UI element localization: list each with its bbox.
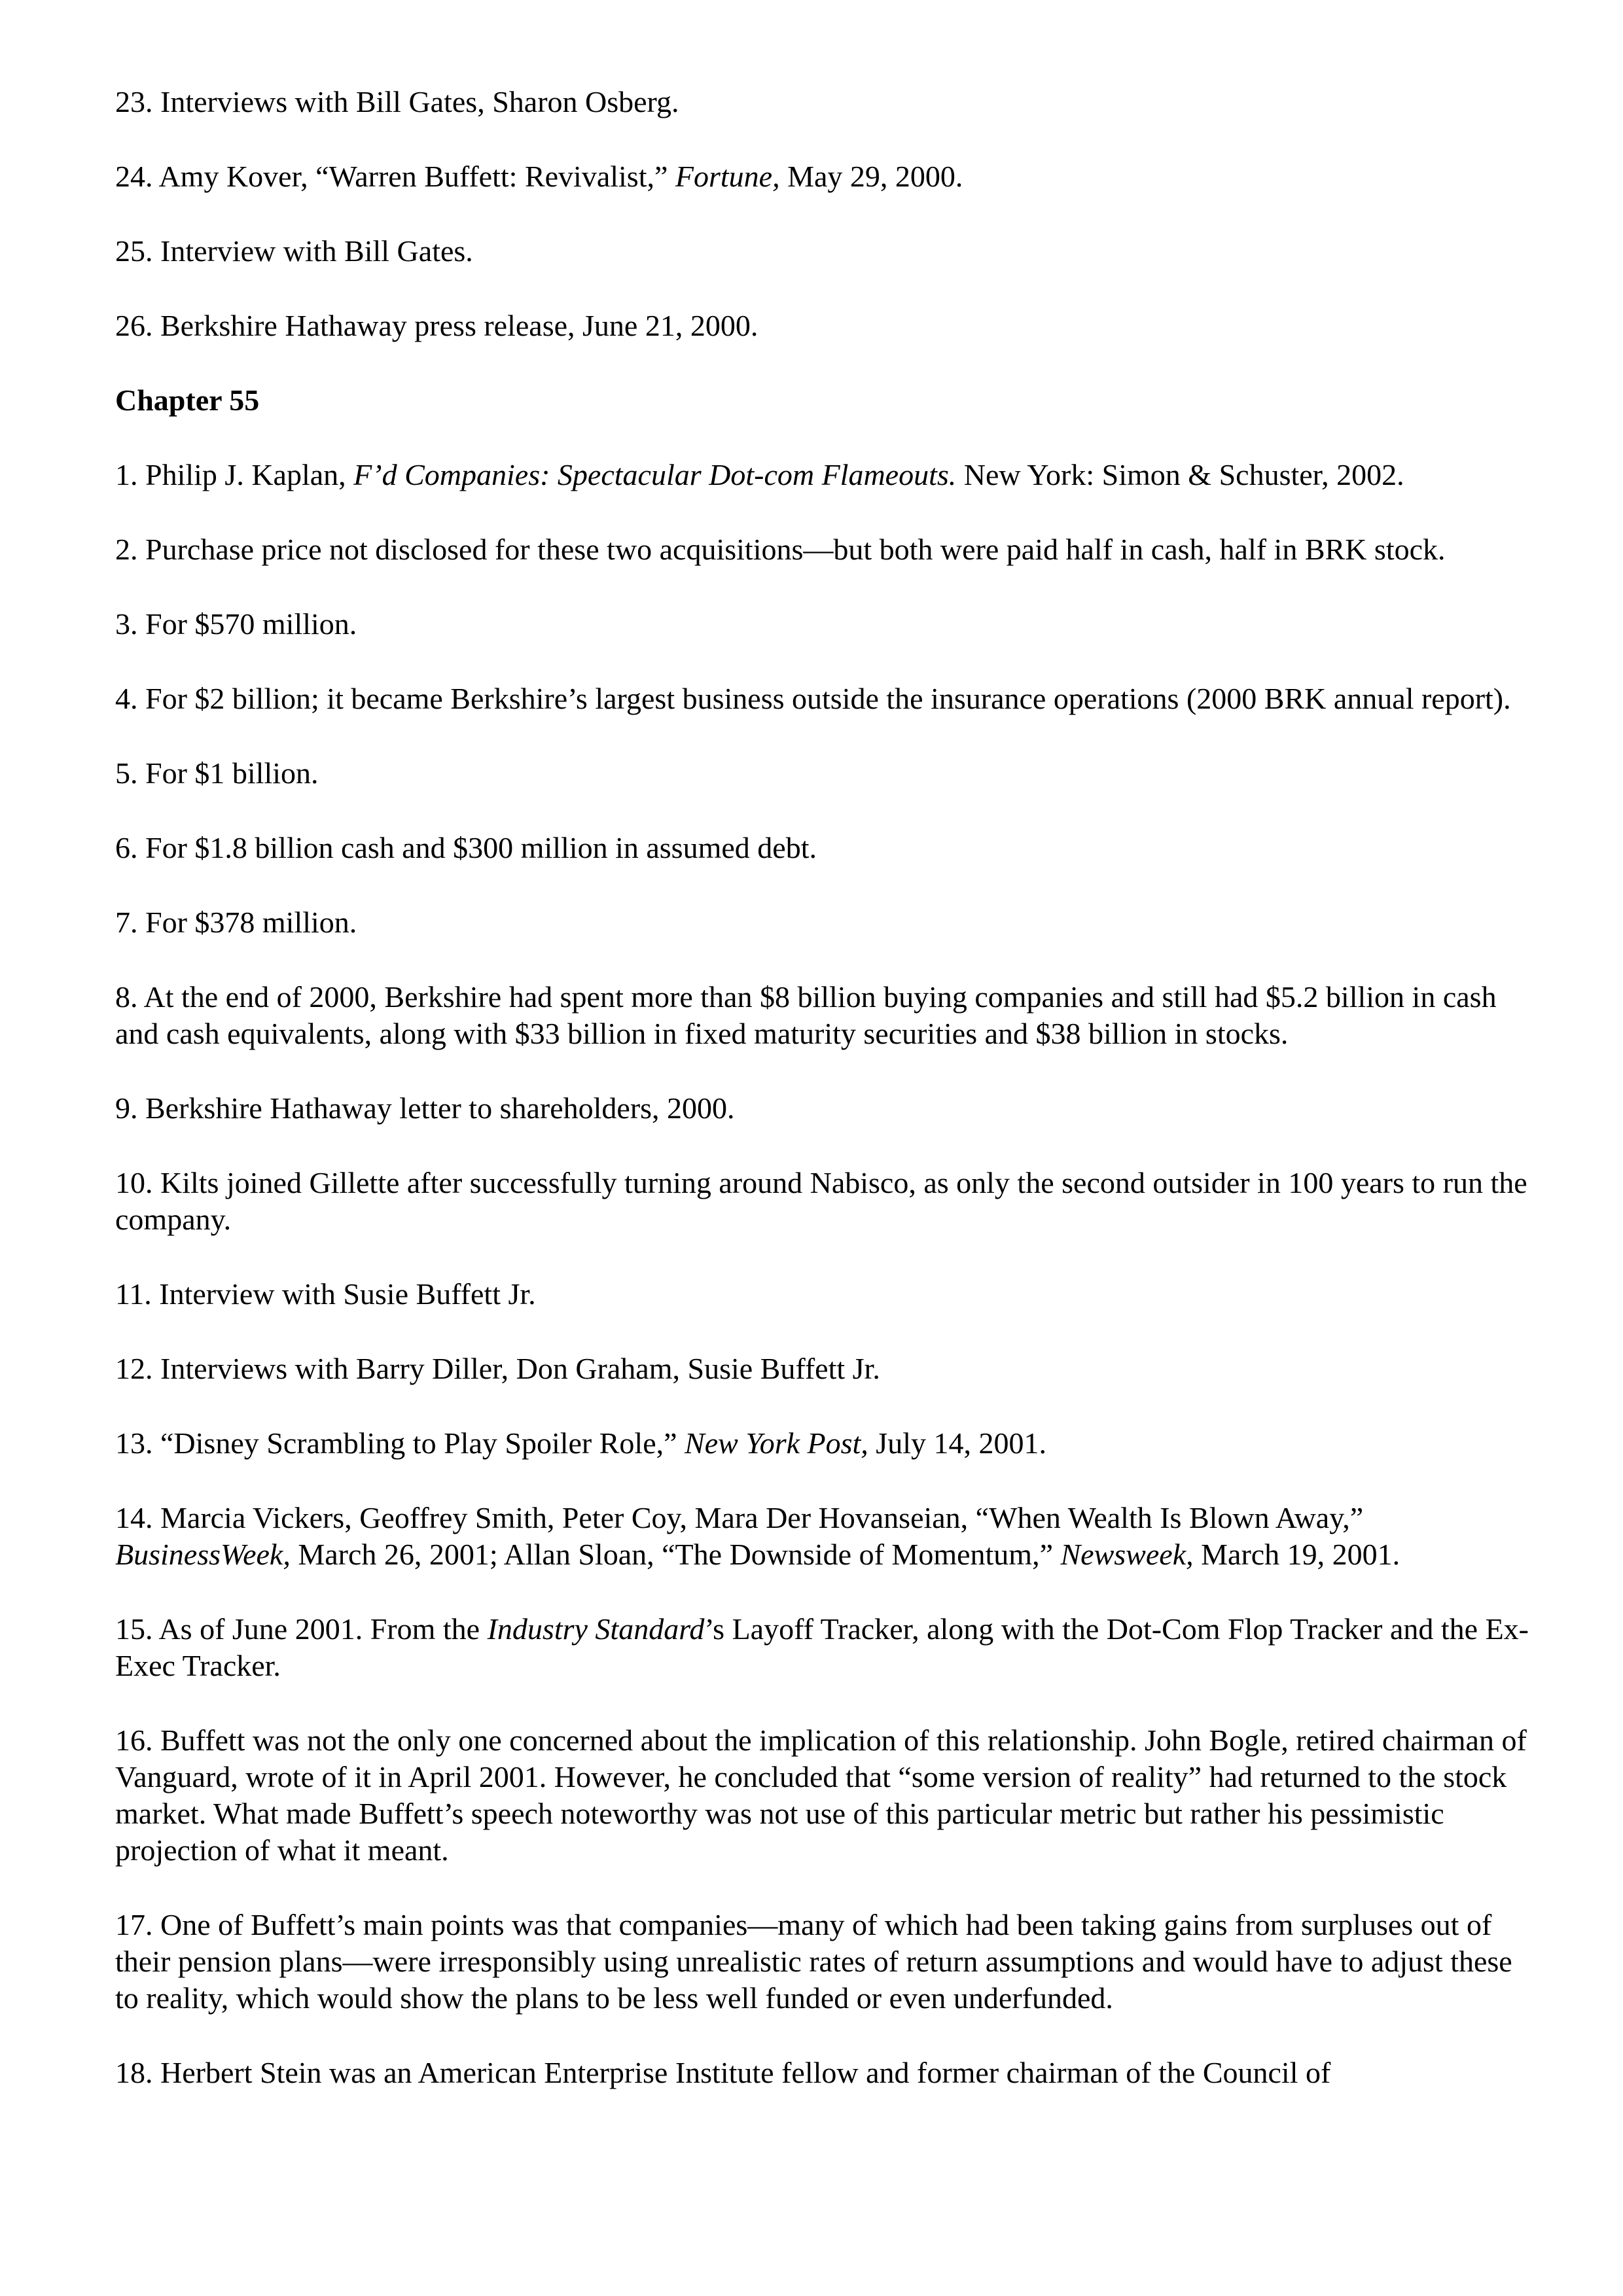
endnote	[115, 531, 1529, 568]
notes-list-after	[115, 457, 1529, 2091]
endnote-italic-text: Fortune,	[675, 160, 780, 193]
endnote-text: 14. Marcia Vickers, Geoffrey Smith, Peter Coy, Mara Der Hovanseian, “When Wealth Is Blown Away,”	[115, 1501, 1364, 1534]
endnote-text: March 26, 2001; Allan Sloan, “The Downside of Momentum,”	[290, 1538, 1061, 1571]
endnote-italic-text: New York Post,	[685, 1426, 868, 1460]
endnote-text: ’s Layoff Tracker, along with the Dot-Com Flop Tracker and the Ex-Exec Tracker.	[115, 1612, 1529, 1682]
endnote-italic-text: Industry Standard	[487, 1612, 705, 1646]
endnote	[115, 680, 1529, 717]
endnote-text: 4. For $2 billion; it became Berkshire’s largest business outside the insurance operations (2000 BRK annual report).	[115, 682, 1511, 715]
endnote-text: 11. Interview with Susie Buffett Jr.	[115, 1277, 536, 1311]
endnote-text: 23. Interviews with Bill Gates, Sharon Osberg.	[115, 85, 679, 118]
endnote-text: 2. Purchase price not disclosed for these two acquisitions—but both were paid half in cash, half in BRK stock.	[115, 533, 1446, 566]
endnote	[115, 606, 1529, 643]
endnote	[115, 1165, 1529, 1238]
endnote	[115, 1276, 1529, 1313]
endnote	[115, 1722, 1529, 1869]
endnote-italic-text: BusinessWeek,	[115, 1538, 291, 1571]
endnote-text: March 19, 2001.	[1193, 1538, 1400, 1571]
endnote-text: 6. For $1.8 billion cash and $300 million in assumed debt.	[115, 831, 817, 864]
endnote-italic-text: F’d Companies: Spectacular Dot-com Flameouts.	[353, 458, 957, 491]
endnote	[115, 904, 1529, 941]
endnote-text: 7. For $378 million.	[115, 906, 357, 939]
endnote	[115, 755, 1529, 792]
endnote-text: 10. Kilts joined Gillette after successfully turning around Nabisco, as only the second outsider in 100 years to run the company.	[115, 1166, 1527, 1236]
endnote-text: 16. Buffett was not the only one concerned about the implication of this relationship. John Bogle, retired chairman of Vanguard, wrote of it in April 2001. However, he concluded that “some version of reality” had returned to the stock market. What made Buffett’s speech noteworthy was not use of this particular metric but rather his pessimistic projection of what it meant.	[115, 1723, 1527, 1867]
endnote	[115, 84, 1529, 120]
endnote-text: 8. At the end of 2000, Berkshire had spent more than $8 billion buying companies and still had $5.2 billion in cash and cash equivalents, along with $33 billion in fixed maturity securities and $38 billion in stocks.	[115, 980, 1497, 1050]
endnote	[115, 457, 1529, 493]
endnote	[115, 1907, 1529, 2017]
endnote-text: 5. For $1 billion.	[115, 756, 319, 790]
endnote-text: 17. One of Buffett’s main points was that companies—many of which had been taking gains from surpluses out of their pension plans—were irresponsibly using unrealistic rates of return assumptions and would have to adjust these to reality, which would show the plans to be less well funded or even underfunded.	[115, 1908, 1512, 2015]
endnote-text: July 14, 2001.	[868, 1426, 1046, 1460]
endnote	[115, 1611, 1529, 1684]
endnote-text: New York: Simon & Schuster, 2002.	[956, 458, 1404, 491]
endnote-text: 26. Berkshire Hathaway press release, June 21, 2000.	[115, 309, 758, 342]
endnote-text: 12. Interviews with Barry Diller, Don Graham, Susie Buffett Jr.	[115, 1352, 880, 1385]
endnote	[115, 308, 1529, 344]
endnote-text: 13. “Disney Scrambling to Play Spoiler Role,”	[115, 1426, 685, 1460]
notes-page	[115, 84, 1529, 2129]
endnote	[115, 1351, 1529, 1387]
endnote	[115, 979, 1529, 1052]
endnote-text: 3. For $570 million.	[115, 607, 357, 641]
endnote	[115, 2055, 1529, 2091]
endnote-text: 1. Philip J. Kaplan,	[115, 458, 354, 491]
endnote-text: 9. Berkshire Hathaway letter to shareholders, 2000.	[115, 1091, 735, 1125]
endnote	[115, 158, 1529, 195]
notes-list-before	[115, 84, 1529, 344]
endnote-text: 18. Herbert Stein was an American Enterprise Institute fellow and former chairman of the Council of	[115, 2056, 1331, 2089]
endnote-text: 25. Interview with Bill Gates.	[115, 234, 473, 268]
endnote	[115, 1500, 1529, 1573]
endnote-text: 24. Amy Kover, “Warren Buffett: Revivalist,”	[115, 160, 675, 193]
endnote	[115, 233, 1529, 270]
endnote-text: May 29, 2000.	[779, 160, 963, 193]
endnote	[115, 1090, 1529, 1127]
endnote	[115, 830, 1529, 866]
endnote	[115, 1425, 1529, 1462]
chapter-heading: Chapter 55	[115, 383, 260, 417]
endnote-text: 15. As of June 2001. From the	[115, 1612, 488, 1646]
endnote-italic-text: Newsweek,	[1060, 1538, 1194, 1571]
